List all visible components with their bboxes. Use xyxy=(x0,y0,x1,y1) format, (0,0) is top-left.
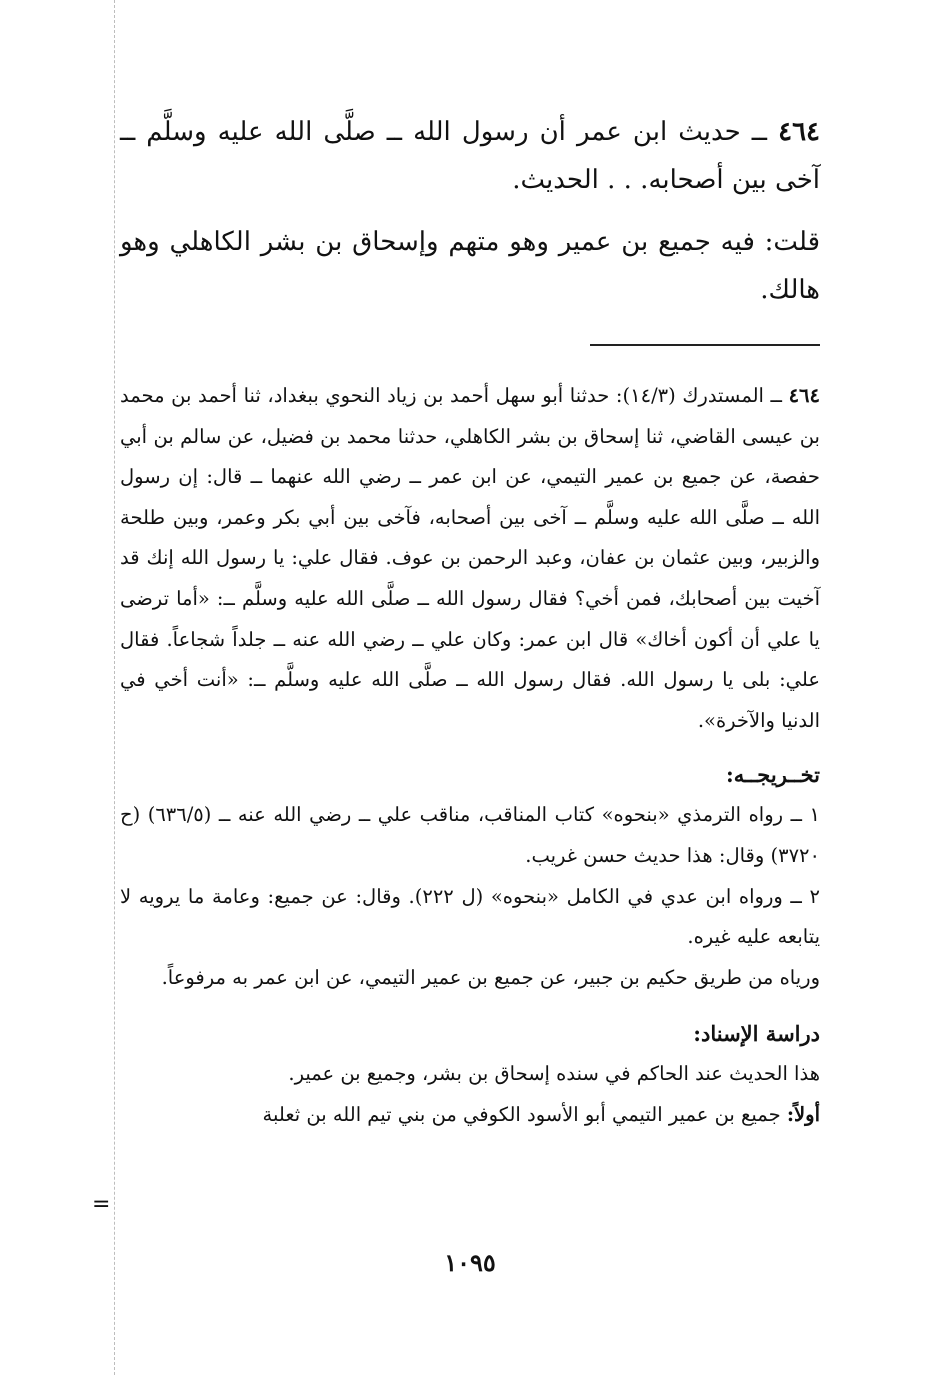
mustadrak-text: ــ المستدرك (١٤/٣): حدثنا أبو سهل أحمد بن زياد النحوي ببغداد، ثنا أحمد بن محمد بن عيسى القاضي، ثنا إسحاق بن بشر الكاهلي، حدثنا محمد بن فضيل، عن سالم بن أبي حفصة، عن جميع بن عمير التيمي، عن ابن عمر ــ رضي الله عنهما ــ قال: إن رسول الله ــ صلَّى الله عليه وسلَّم ــ آخى بين أصحابه، فآخى بين أبي بكر وعمر، وبين طلحة والزبير، وبين عثمان بن عفان، وعبد الرحمن بن عوف. فقال علي: يا رسول الله إنك قد آخيت بين أصحابك، فمن أخي؟ فقال رسول الله ــ صلَّى الله عليه وسلَّم ــ: «أما ترضى يا علي أن أكون أخاك» قال ابن عمر: وكان علي ــ رضي الله عنه ــ جلداً شجاعاً. فقال علي: بلى يا رسول الله. فقال رسول الله ــ صلَّى الله عليه وسلَّم ــ: «أنت أخي في الدنيا والآخرة». xyxy=(120,384,820,732)
mustadrak-paragraph xyxy=(120,376,820,741)
author-note: قلت: فيه جميع بن عمير وهو متهم وإسحاق بن بشر الكاهلي وهو هالك. xyxy=(120,227,820,305)
hadith-summary xyxy=(120,108,820,204)
isnad-first-text: جميع بن عمير التيمي أبو الأسود الكوفي من بني تيم الله بن ثعلبة xyxy=(262,1102,781,1126)
continuation-mark: = xyxy=(92,1192,111,1217)
mustadrak-section xyxy=(120,376,820,741)
hadith-number: ٤٦٤ xyxy=(778,117,821,147)
hadith-summary-text: ــ حديث ابن عمر أن رسول الله ــ صلَّى الله عليه وسلَّم ــ آخى بين أصحابه. . . الحديث. xyxy=(120,117,820,195)
mustadrak-number: ٤٦٤ xyxy=(788,384,820,407)
isnad-heading: دراسة الإسناد: xyxy=(693,1021,820,1047)
page-number: ١٠٩٥ xyxy=(444,1248,496,1277)
page-content xyxy=(120,108,820,1136)
binding-gutter-line xyxy=(114,0,115,1375)
isnad-first-label: أولاً: xyxy=(786,1102,820,1126)
takhrij-item-1: ١ ــ رواه الترمذي «بنحوه» كتاب المناقب، مناقب علي ــ رضي الله عنه ــ (٦٣٦/٥) (ح ٣٧٢٠) وقال: هذا حديث حسن غريب. xyxy=(120,803,820,867)
takhrij-item-3: ورياه من طريق حكيم بن جبير، عن جميع بن عمير التيمي، عن ابن عمر به مرفوعاً. xyxy=(161,965,820,989)
isnad-intro: هذا الحديث عند الحاكم في سنده إسحاق بن بشر، وجميع بن عمير. xyxy=(288,1062,820,1086)
isnad-first-item xyxy=(120,1095,820,1136)
takhrij-item-2: ٢ ــ ورواه ابن عدي في الكامل «بنحوه» (ل ٢٢٢). وقال: عن جميع: وعامة ما يرويه لا يتابعه عليه غيره. xyxy=(120,884,820,949)
footnote-separator xyxy=(590,344,820,346)
takhrij-heading: تخــريجــه: xyxy=(725,762,820,788)
